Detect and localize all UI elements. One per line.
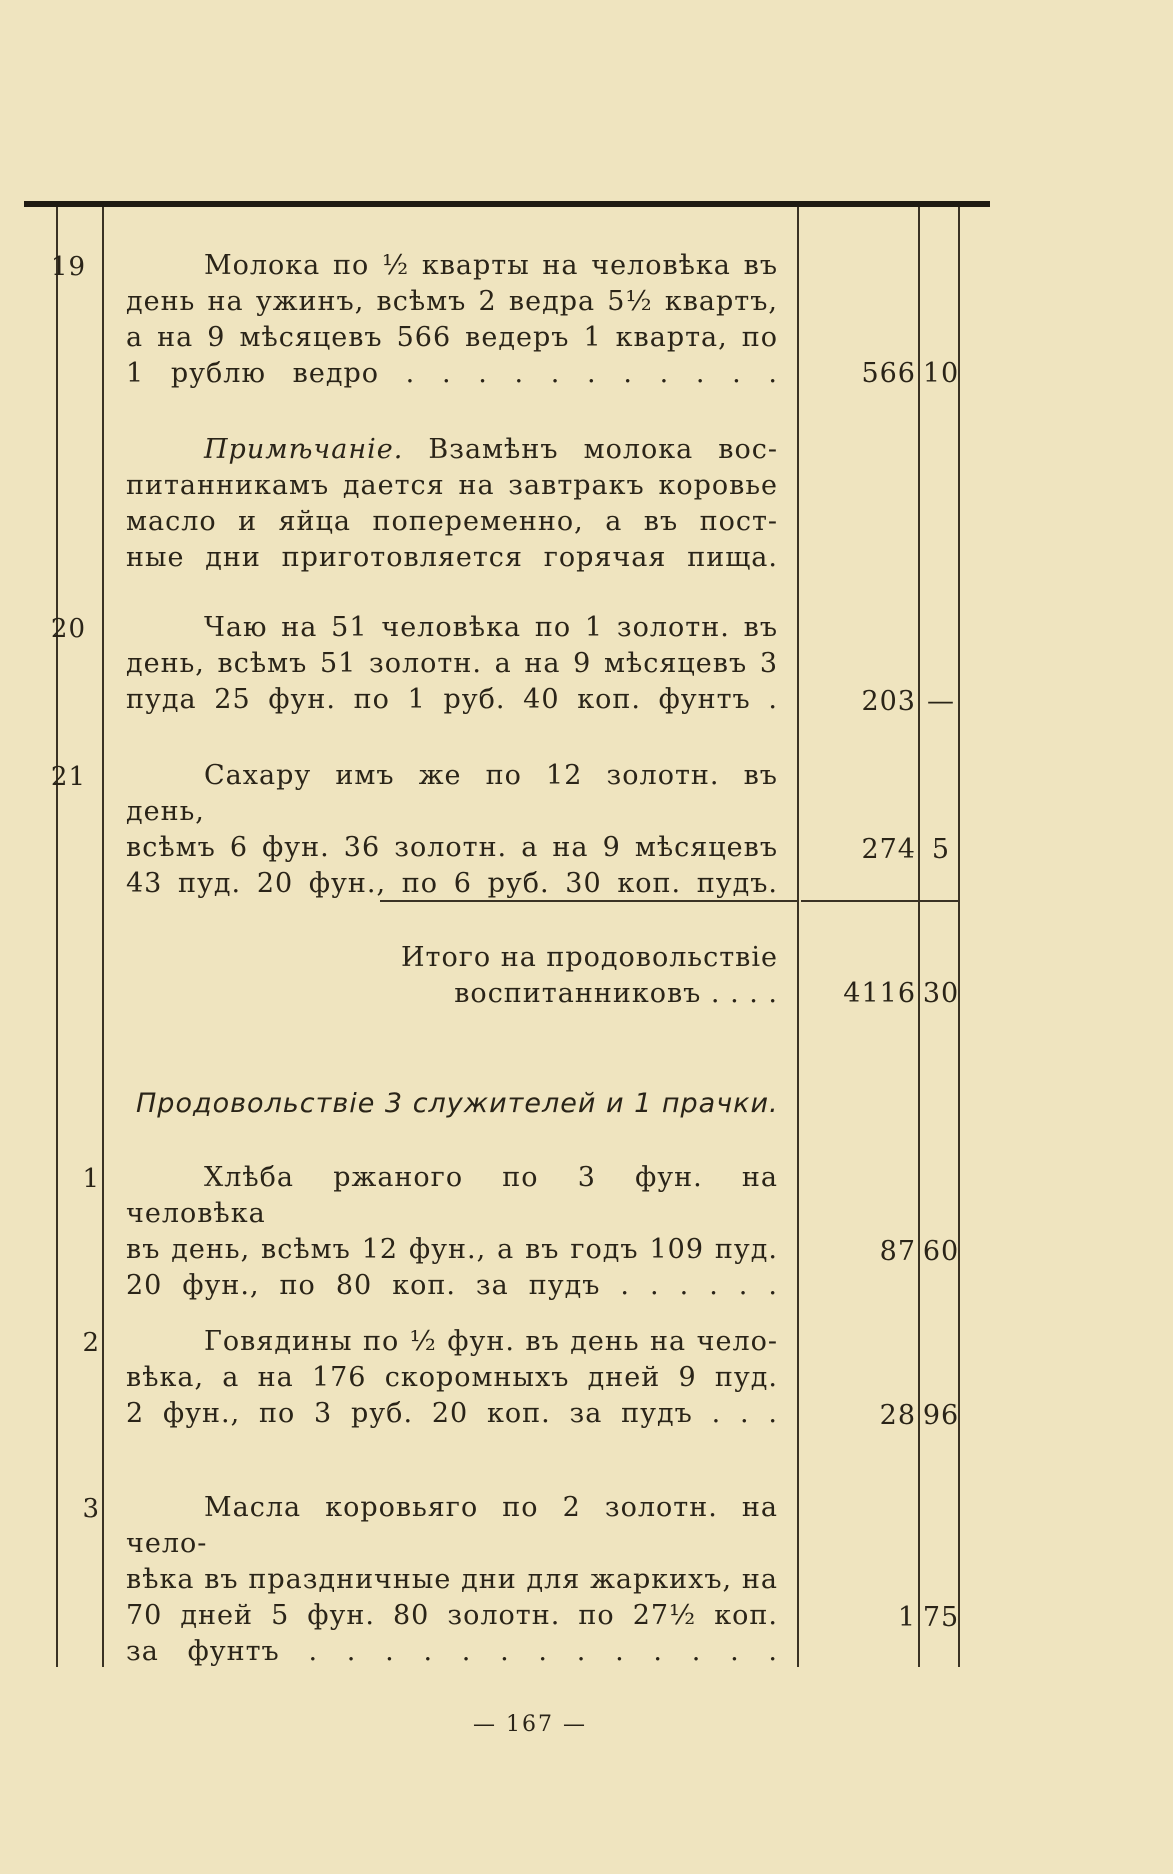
item-text <box>126 1160 778 1304</box>
kopecks-column-border <box>958 207 960 1667</box>
total-line: Итого на продовольствіе <box>401 942 778 973</box>
item-line: вѣка въ праздничные дни для жаркихъ, на <box>126 1564 778 1595</box>
item-line: Сахару имъ же по 12 золотн. въ день, <box>126 760 778 827</box>
top-rule <box>24 201 990 207</box>
rubles-value: 274 <box>861 834 916 865</box>
text-column-divider <box>797 207 799 1667</box>
item-number: 2 <box>82 1328 100 1358</box>
rubles-column-divider <box>918 207 920 1667</box>
kopecks-value: 75 <box>922 1602 960 1633</box>
total-kopecks: 30 <box>922 978 960 1009</box>
item-line: 70 дней 5 фун. 80 золотн. по 27½ коп. <box>126 1600 778 1631</box>
item-line: а на 9 мѣсяцевъ 566 ведеръ 1 кварта, по <box>126 322 778 353</box>
item-line: 43 пуд. 20 фун., по 6 руб. 30 коп. пудъ. <box>126 868 778 899</box>
item-line: Чаю на 51 человѣка по 1 золотн. въ <box>204 612 778 643</box>
item-line: Масла коровьяго по 2 золотн. на чело- <box>126 1492 778 1559</box>
total-text <box>126 940 778 1012</box>
kopecks-value: 60 <box>922 1236 960 1267</box>
note-label: Примѣчаніе. <box>204 434 404 465</box>
section-title: Продовольствіе 3 служителей и 1 прачки. <box>136 1088 779 1119</box>
total-line: воспитанниковъ . . . . <box>454 978 778 1009</box>
note-line: масло и яйца попеременно, а въ пост- <box>126 506 778 537</box>
note-line: ные дни приготовляется горячая пища. <box>126 542 778 573</box>
item-line: день на ужинъ, всѣмъ 2 ведра 5½ квартъ, <box>126 286 778 317</box>
item-text <box>126 1324 778 1432</box>
kopecks-value: 5 <box>931 834 951 865</box>
number-column-divider <box>102 207 104 1667</box>
rubles-value: 203 <box>861 686 916 717</box>
item-line: пуда 25 фун. по 1 руб. 40 коп. фунтъ . <box>126 684 778 715</box>
item-line: 1 рублю ведро . . . . . . . . . . . <box>126 358 778 389</box>
item-number: 19 <box>50 252 86 282</box>
kopecks-value: 10 <box>922 358 960 389</box>
item-line: Говядины по ½ фун. въ день на чело- <box>204 1326 778 1357</box>
rubles-value: 566 <box>861 358 916 389</box>
item-text <box>126 1490 778 1670</box>
rubles-value: 1 <box>897 1602 916 1633</box>
total-rule-sums <box>801 900 959 902</box>
item-line: 20 фун., по 80 коп. за пудъ . . . . . . <box>126 1270 778 1301</box>
kopecks-value: 96 <box>922 1400 960 1431</box>
item-number: 3 <box>82 1494 100 1524</box>
item-line: вѣка, а на 176 скоромныхъ дней 9 пуд. <box>126 1362 778 1393</box>
item-text <box>126 758 778 902</box>
item-number: 20 <box>50 614 86 644</box>
item-line: Хлѣба ржаного по 3 фун. на человѣка <box>126 1162 778 1229</box>
item-number: 1 <box>82 1164 100 1194</box>
rubles-value: 28 <box>879 1400 916 1431</box>
page-number: — 167 — <box>473 1712 587 1737</box>
item-number: 21 <box>50 762 86 792</box>
left-border <box>56 207 58 1667</box>
note-text <box>126 432 778 576</box>
item-line: въ день, всѣмъ 12 фун., а въ годъ 109 пуд. <box>126 1234 778 1265</box>
item-line: всѣмъ 6 фун. 36 золотн. а на 9 мѣсяцевъ <box>126 832 778 863</box>
item-line: за фунтъ . . . . . . . . . . . . . <box>126 1636 778 1667</box>
note-line: питанникамъ дается на завтракъ коровье <box>126 470 778 501</box>
item-text <box>126 610 778 718</box>
item-line: день, всѣмъ 51 золотн. а на 9 мѣсяцевъ 3 <box>126 648 778 679</box>
rubles-value: 87 <box>879 1236 916 1267</box>
kopecks-value: — <box>927 686 955 717</box>
item-text <box>126 248 778 392</box>
note-line: Взамѣнъ молока вос- <box>403 434 778 465</box>
item-line: 2 фун., по 3 руб. 20 коп. за пудъ . . . <box>126 1398 778 1429</box>
total-rubles: 4116 <box>843 978 916 1009</box>
item-line: Молока по ½ кварты на человѣка въ <box>204 250 778 281</box>
